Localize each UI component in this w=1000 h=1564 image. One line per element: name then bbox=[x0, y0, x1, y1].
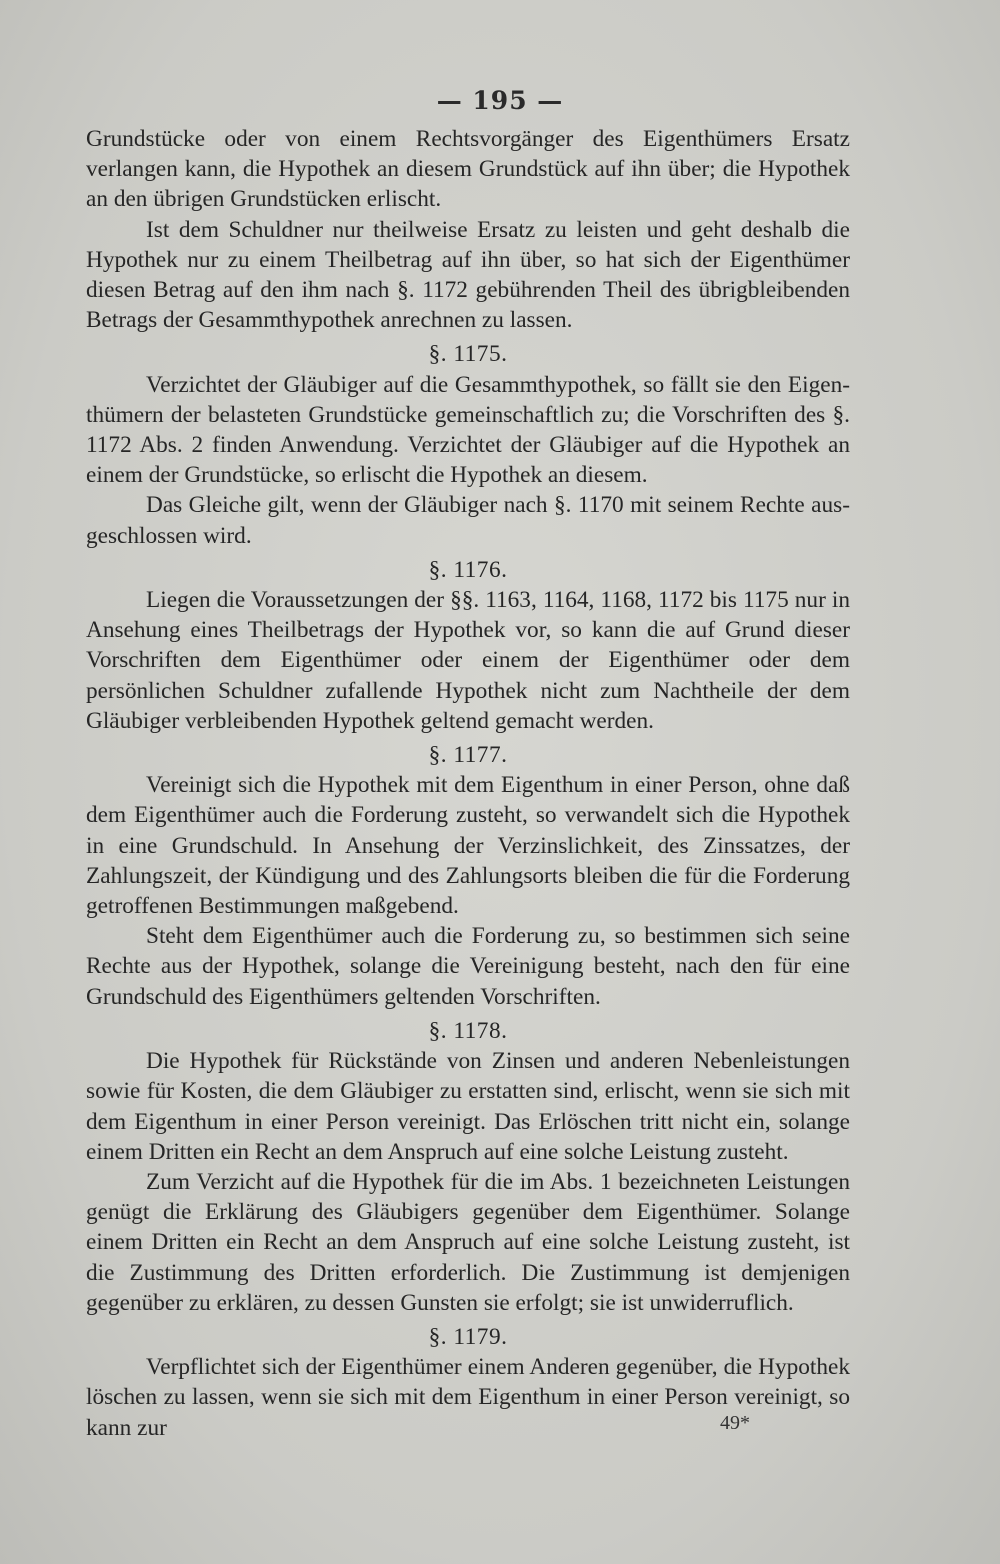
paragraph: Ist dem Schuldner nur theilweise Ersatz zu leisten und geht deshalb die Hypothek nur zu einem Theilbetrag auf ihn über, so hat sich der Eigenthümer diesen Betrag auf den ihm nach §. 1172 gebührenden Theil des übrigbleibenden Betrags der Gesammthypothek anrechnen zu lassen. bbox=[86, 216, 850, 334]
paragraph: Das Gleiche gilt, wenn der Gläubiger nach §. 1170 mit seinem Rechte ausgeschlossen wird. bbox=[86, 492, 850, 549]
page-number: — 195 — bbox=[436, 86, 564, 115]
paragraph: Zum Verzicht auf die Hypothek für die im Abs. 1 bezeichneten Leistungen genügt die Erklärung des Gläubigers gegenüber dem Eigenthümer. Solange einem Dritten ein Recht an dem Anspruch auf eine solche Leistung zusteht, ist die Zustimmung des Dritten erforderlich. Die Zustimmung ist demjenigen gegenüber zu erklären, zu dessen Gunsten sie erfolgt; sie ist unwiderruflich. bbox=[86, 1168, 850, 1316]
signature-mark: 49* bbox=[720, 1412, 750, 1434]
body-text bbox=[86, 124, 850, 1443]
paragraph: Die Hypothek für Rückstände von Zinsen und anderen Nebenleistungen sowie für Kosten, die dem Gläubiger zu erstatten sind, erlischt, wenn sie sich mit dem Eigenthum in einer Person vereinigt. Das Erlöschen tritt nicht ein, solange einem Dritten ein Recht an dem Anspruch auf eine solche Leistung zusteht. bbox=[86, 1048, 850, 1165]
section-heading: §. 1175. bbox=[428, 341, 508, 368]
section-heading: §. 1178. bbox=[428, 1017, 508, 1044]
paragraph: Grundstücke oder von einem Rechtsvorgänger des Eigenthümers Ersatz verlangen kann, die Hypothek an diesem Grundstück auf ihn über; die Hypothek an den übrigen Grundstücken erlischt. bbox=[86, 126, 850, 213]
paragraph: Verpflichtet sich der Eigenthümer einem Anderen gegenüber, die Hypothek löschen zu lassen, wenn sie sich mit dem Eigenthum in einer Person vereinigt, so kann zur bbox=[86, 1354, 850, 1441]
paragraph: Liegen die Voraussetzungen der §§. 1163, 1164, 1168, 1172 bis 1175 nur in Ansehung eines Theilbetrags der Hypothek vor, so kann die auf Grund dieser Vorschriften dem Eigenthümer oder einem der Eigenthümer oder dem persönlichen Schuldner zufallende Hypothek nicht zum Nachtheile der dem Gläubiger verbleibenden Hypothek geltend gemacht werden. bbox=[86, 587, 850, 734]
paragraph: Verzichtet der Gläubiger auf die Gesammthypothek, so fällt sie den Eigenthümern der belasteten Grundstücke gemeinschaftlich zu; die Vorschriften des §. 1172 Abs. 2 finden Anwendung. Verzichtet der Gläubiger auf die Hypothek an einem der Grundstücke, so erlischt die Hypothek an diesem. bbox=[86, 371, 850, 489]
section-heading: §. 1177. bbox=[428, 742, 508, 769]
paragraph: Vereinigt sich die Hypothek mit dem Eigenthum in einer Person, ohne daß dem Eigenthümer auch die Forderung zusteht, so verwandelt sich die Hypothek in eine Grundschuld. In Ansehung der Verzinslichkeit, des Zinssatzes, der Zahlungszeit, der Kündigung und des Zahlungsorts bleiben die für die Forderung getroffenen Bestimmungen maßgebend. bbox=[86, 772, 850, 920]
paragraph: Steht dem Eigenthümer auch die Forderung zu, so bestimmen sich seine Rechte aus der Hypothek, solange die Vereinigung besteht, nach den für eine Grundschuld des Eigenthümers geltenden Vorschriften. bbox=[86, 923, 850, 1010]
section-heading: §. 1176. bbox=[428, 556, 508, 583]
section-heading: §. 1179. bbox=[428, 1323, 508, 1350]
